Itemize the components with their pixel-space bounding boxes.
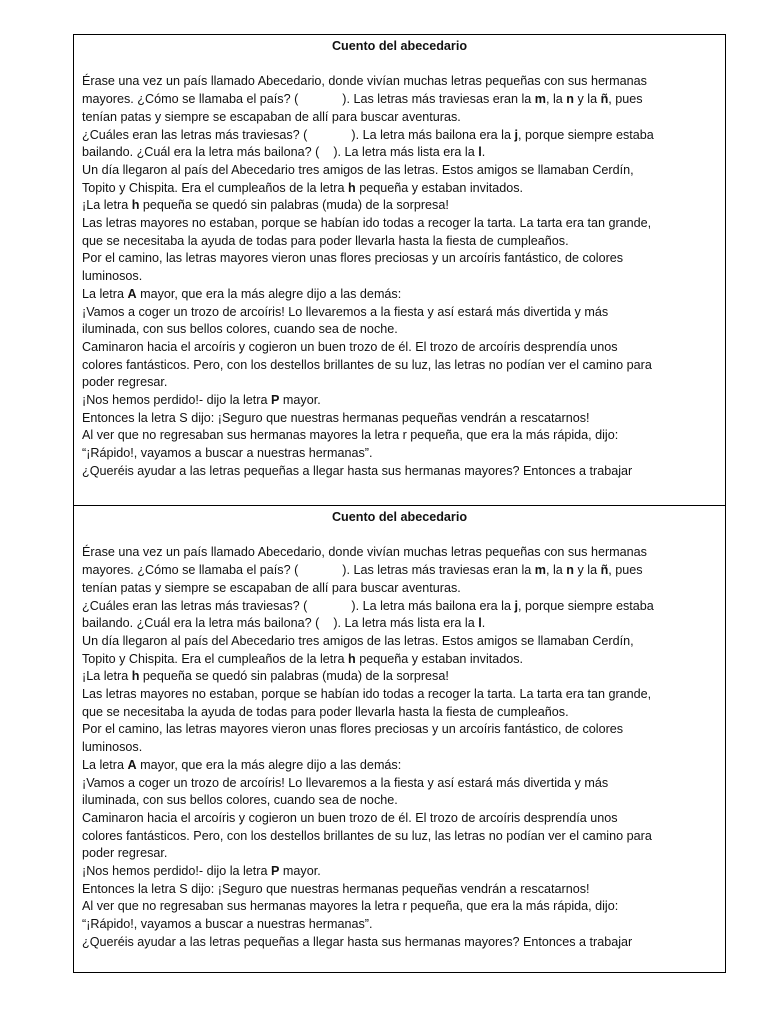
story-line: ¿Cuáles eran las letras más traviesas? ( ). La letra más bailona era la j, porque siempre estaba	[82, 127, 654, 142]
story-line: Las letras mayores no estaban, porque se habían ido todas a recoger la tarta. La tarta era tan grande,	[82, 216, 652, 231]
story-line: colores fantásticos. Pero, con los destellos brillantes de su luz, las letras no podían ver el camino para	[82, 828, 652, 843]
story-line: La letra A mayor, que era la más alegre dijo a las demás:	[82, 286, 402, 301]
story-line: ¡La letra h pequeña se quedó sin palabras (muda) de la sorpresa!	[82, 669, 449, 684]
blank-line	[82, 527, 717, 545]
story-line: La letra A mayor, que era la más alegre dijo a las demás:	[82, 757, 402, 772]
story-line: que se necesitaba la ayuda de todas para poder llevarla hasta la fiesta de cumpleaños.	[82, 704, 569, 719]
story-body	[82, 73, 717, 480]
story-line: tenían patas y siempre se escapaban de allí para buscar aventuras.	[82, 109, 461, 124]
story-line: Érase una vez un país llamado Abecedario, donde vivían muchas letras pequeñas con sus hermanas	[82, 545, 647, 560]
story-line: ¿Queréis ayudar a las letras pequeñas a llegar hasta sus hermanas mayores? Entonces a trabajar	[82, 934, 633, 949]
story-body	[82, 544, 717, 951]
story-line: Un día llegaron al país del Abecedario tres amigos de las letras. Estos amigos se llamaban Cerdín,	[82, 633, 634, 648]
story-title: Cuento del abecedario	[331, 39, 468, 53]
story-line: iluminada, con sus bellos colores, cuando sea de noche.	[82, 793, 398, 808]
story-line: Un día llegaron al país del Abecedario tres amigos de las letras. Estos amigos se llamaban Cerdín,	[82, 162, 634, 177]
story-line: “¡Rápido!, vayamos a buscar a nuestras hermanas”.	[82, 917, 373, 932]
story-line: ¡Vamos a coger un trozo de arcoíris! Lo llevaremos a la fiesta y así estará más divertida y más	[82, 304, 609, 319]
story-line: Topito y Chispita. Era el cumpleaños de la letra h pequeña y estaban invitados.	[82, 180, 524, 195]
story-cell-top	[74, 35, 725, 505]
story-line: poder regresar.	[82, 846, 168, 861]
story-line: luminosos.	[82, 269, 143, 284]
story-line: Por el camino, las letras mayores vieron unas flores preciosas y un arcoíris fantástico, de colores	[82, 251, 624, 266]
story-line: Al ver que no regresaban sus hermanas mayores la letra r pequeña, que era la más rápida, dijo:	[82, 899, 619, 914]
story-line: ¡Vamos a coger un trozo de arcoíris! Lo llevaremos a la fiesta y así estará más divertida y más	[82, 775, 609, 790]
story-title: Cuento del abecedario	[331, 510, 468, 524]
story-line: Topito y Chispita. Era el cumpleaños de la letra h pequeña y estaban invitados.	[82, 651, 524, 666]
story-line: Al ver que no regresaban sus hermanas mayores la letra r pequeña, que era la más rápida, dijo:	[82, 428, 619, 443]
story-cell-bottom	[74, 505, 725, 972]
story-line: Érase una vez un país llamado Abecedario, donde vivían muchas letras pequeñas con sus hermanas	[82, 74, 647, 89]
story-line: Entonces la letra S dijo: ¡Seguro que nuestras hermanas pequeñas vendrán a rescatarnos!	[82, 881, 590, 896]
story-line: Caminaron hacia el arcoíris y cogieron un buen trozo de él. El trozo de arcoíris desprendía unos	[82, 810, 618, 825]
story-line: ¿Cuáles eran las letras más traviesas? ( ). La letra más bailona era la j, porque siempre estaba	[82, 598, 654, 613]
story-line: Las letras mayores no estaban, porque se habían ido todas a recoger la tarta. La tarta era tan grande,	[82, 687, 652, 702]
story-line: ¡Nos hemos perdido!- dijo la letra P mayor.	[82, 393, 321, 408]
story-line: mayores. ¿Cómo se llamaba el país? ( ). Las letras más traviesas eran la m, la n y la ñ, pues	[82, 563, 643, 578]
story-line: Caminaron hacia el arcoíris y cogieron un buen trozo de él. El trozo de arcoíris desprendía unos	[82, 339, 618, 354]
story-line: ¡La letra h pequeña se quedó sin palabras (muda) de la sorpresa!	[82, 198, 449, 213]
story-line: luminosos.	[82, 740, 143, 755]
story-line: poder regresar.	[82, 375, 168, 390]
story-line: bailando. ¿Cuál era la letra más bailona? ( ). La letra más lista era la l.	[82, 616, 486, 631]
story-line: tenían patas y siempre se escapaban de allí para buscar aventuras.	[82, 580, 461, 595]
story-line: ¿Queréis ayudar a las letras pequeñas a llegar hasta sus hermanas mayores? Entonces a trabajar	[82, 463, 633, 478]
story-line: que se necesitaba la ayuda de todas para poder llevarla hasta la fiesta de cumpleaños.	[82, 233, 569, 248]
story-line: colores fantásticos. Pero, con los destellos brillantes de su luz, las letras no podían ver el camino para	[82, 357, 652, 372]
story-line: bailando. ¿Cuál era la letra más bailona? ( ). La letra más lista era la l.	[82, 145, 486, 160]
story-line: mayores. ¿Cómo se llamaba el país? ( ). Las letras más traviesas eran la m, la n y la ñ, pues	[82, 92, 643, 107]
worksheet-page	[73, 34, 726, 973]
story-line: “¡Rápido!, vayamos a buscar a nuestras hermanas”.	[82, 446, 373, 461]
story-line: ¡Nos hemos perdido!- dijo la letra P mayor.	[82, 864, 321, 879]
story-line: Por el camino, las letras mayores vieron unas flores preciosas y un arcoíris fantástico, de colores	[82, 722, 624, 737]
story-line: iluminada, con sus bellos colores, cuando sea de noche.	[82, 322, 398, 337]
blank-line	[82, 56, 717, 74]
story-line: Entonces la letra S dijo: ¡Seguro que nuestras hermanas pequeñas vendrán a rescatarnos!	[82, 410, 590, 425]
